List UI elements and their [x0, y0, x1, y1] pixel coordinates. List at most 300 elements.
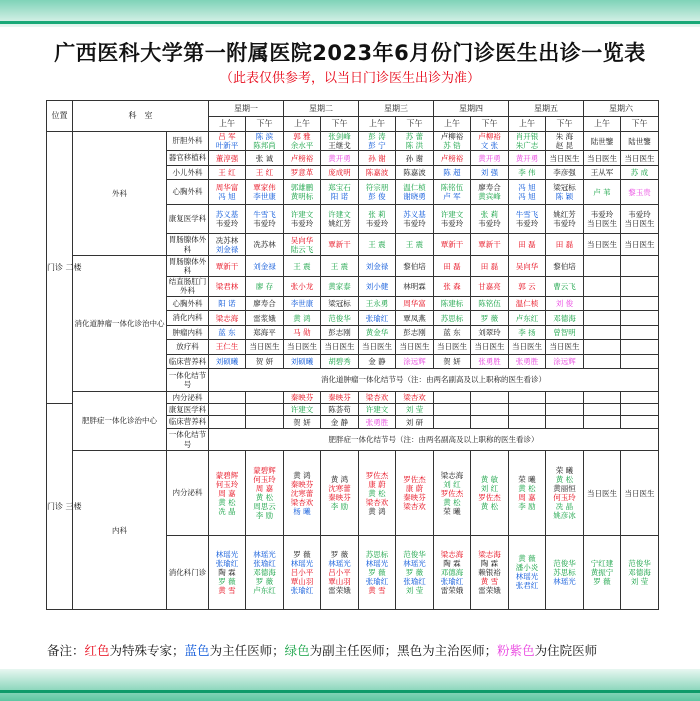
schedule-cell: [284, 451, 321, 535]
doctor-name: 朱 海: [555, 132, 574, 142]
doctor-name: 林瑶光: [553, 576, 576, 586]
doctor-name: 许建文: [290, 209, 314, 219]
schedule-cell: [321, 535, 359, 609]
doctor-name: 陈铭伍: [478, 299, 501, 309]
doctor-name: 梁君林: [215, 281, 239, 291]
schedule-cell: [246, 325, 284, 339]
schedule-cell: [621, 416, 659, 428]
doctor-name: 黄 松: [218, 497, 236, 507]
schedule-cell: [359, 354, 396, 368]
doctor-name: 金 静: [330, 417, 349, 427]
doctor-name: 王继戈: [328, 141, 351, 151]
schedule-cell: [546, 391, 584, 403]
section-label: 心胸外科: [167, 180, 209, 205]
schedule-cell: [321, 391, 359, 403]
schedule-cell: [321, 354, 359, 368]
doctor-name: 黎伯培: [553, 261, 576, 271]
doctor-name: 王 震: [293, 261, 311, 271]
doctor-name: 陈 颖: [555, 192, 574, 202]
doctor-name: 苏 成: [630, 168, 649, 178]
doctor-name: 黄 雪: [368, 585, 386, 595]
doctor-name: 郭 云: [518, 281, 536, 291]
schedule-cell: [509, 354, 546, 368]
doctor-name: 林瑶光: [515, 572, 539, 582]
doctor-name: 叶新平: [215, 141, 239, 151]
doctor-name: 贺 妍: [443, 356, 461, 366]
schedule-cell: [621, 276, 659, 296]
weekday-header: 星期三: [359, 101, 434, 117]
doctor-name: 韦爱玲: [365, 218, 389, 228]
doctor-name: 张瑜红: [440, 576, 464, 586]
doctor-name: 覃新干: [215, 261, 239, 271]
doctor-name: 张剑峰: [328, 132, 351, 142]
doctor-name: 当日医生: [474, 342, 505, 352]
schedule-cell: [471, 354, 509, 368]
doctor-name: 张君红: [515, 581, 539, 591]
doctor-name: 涂远辉: [553, 356, 576, 366]
doctor-name: 黄 松: [518, 484, 536, 494]
doctor-name: 宁红建: [590, 558, 614, 568]
group-internal: 内科: [73, 451, 167, 610]
doctor-name: 罗 薇: [293, 549, 311, 559]
doctor-name: 庞成明: [328, 168, 351, 178]
schedule-cell: [209, 325, 246, 339]
doctor-name: 覃山羽: [328, 576, 351, 586]
doctor-name: 梁志海: [440, 470, 464, 480]
doctor-name: 潘小炎: [515, 563, 539, 573]
schedule-cell: [209, 354, 246, 368]
schedule-cell: [584, 151, 621, 165]
doctor-name: 梁杏欢: [365, 392, 389, 402]
doctor-name: 彭志刚: [328, 328, 351, 338]
doctor-name: 当日医生: [624, 153, 655, 163]
doctor-name: 覃山羽: [290, 576, 314, 586]
doctor-name: 李世康: [253, 192, 276, 202]
am-header: 上午: [209, 117, 246, 131]
schedule-cell: [434, 276, 471, 296]
doctor-name: 温仁桢: [403, 183, 426, 193]
legend-description: 为副主任医师；: [309, 643, 398, 658]
doctor-name: 冯 旭: [518, 183, 536, 193]
doctor-name: 康 蔚: [368, 479, 386, 489]
doctor-name: 林瑶光: [328, 558, 351, 568]
group-obesity-center: 肥胖症一体化诊治中心: [73, 391, 167, 451]
doctor-name: 王 震: [330, 261, 349, 271]
doctor-name: 雷荣娥: [440, 585, 464, 595]
doctor-name: 覃新干: [478, 240, 501, 250]
doctor-name: 董淳强: [215, 153, 239, 163]
schedule-cell: [584, 311, 621, 325]
schedule-cell: [546, 325, 584, 339]
schedule-cell: [621, 325, 659, 339]
schedule-cell: [246, 256, 284, 276]
doctor-name: 雷浆娥: [253, 313, 276, 323]
doctor-name: 涂远辉: [403, 356, 426, 366]
schedule-cell: [546, 131, 584, 151]
schedule-cell: [359, 204, 396, 233]
doctor-name: 刘 莹: [405, 585, 424, 595]
schedule-cell: [546, 256, 584, 276]
doctor-name: 黎伯培: [403, 261, 426, 271]
doctor-name: 黄 松: [368, 488, 386, 498]
schedule-cell: [471, 165, 509, 179]
doctor-name: 杨 曦: [293, 506, 311, 516]
am-header: 上午: [584, 117, 621, 131]
doctor-name: 冼苏林: [253, 240, 276, 250]
doctor-name: 张 莉: [480, 209, 499, 219]
doctor-name: 罗佐杰: [365, 470, 389, 480]
schedule-cell: [359, 165, 396, 179]
doctor-name: 沈寒蕾: [328, 484, 351, 494]
doctor-name: 当日医生: [587, 488, 617, 498]
area-floor3: 门诊 三楼: [47, 404, 73, 610]
doctor-name: 王永勇: [365, 299, 389, 309]
doctor-name: 张瑜红: [290, 585, 314, 595]
doctor-name: 黄宾峰: [478, 192, 501, 202]
schedule-cell: [509, 297, 546, 311]
schedule-cell: [359, 416, 396, 428]
doctor-name: 刘金禄: [253, 261, 276, 271]
schedule-cell: [396, 311, 434, 325]
doctor-name: 张 森: [443, 281, 461, 291]
schedule-cell: [584, 404, 621, 416]
schedule-cell: [321, 404, 359, 416]
doctor-name: 彭志刚: [403, 328, 426, 338]
doctor-name: 卢榜裕: [290, 153, 314, 163]
doctor-name: 文 张: [480, 141, 499, 151]
doctor-name: 王仁生: [215, 342, 239, 352]
doctor-name: 蒙碧辉: [215, 470, 239, 480]
doctor-name: 蓝 东: [443, 328, 461, 338]
schedule-cell: [471, 256, 509, 276]
schedule-cell: [621, 311, 659, 325]
doctor-name: 刘 红: [480, 484, 499, 494]
schedule-cell: [509, 451, 546, 535]
schedule-cell: [621, 151, 659, 165]
doctor-name: 韦爱玲: [590, 209, 614, 219]
schedule-cell: [284, 535, 321, 609]
schedule-cell: [284, 276, 321, 296]
doctor-name: 李世康: [290, 299, 314, 309]
doctor-name: 卢东红: [515, 313, 539, 323]
group-surgery: 外科: [73, 131, 167, 256]
doctor-name: 韦爱玲: [403, 218, 426, 228]
doctor-name: 符宗朋: [365, 183, 389, 193]
doctor-name: 荣 曦: [443, 506, 461, 516]
schedule-cell: [209, 180, 246, 205]
schedule-cell: [584, 180, 621, 205]
schedule-cell: [246, 340, 284, 354]
doctor-name: 黄明标: [290, 192, 314, 202]
schedule-cell: [434, 391, 471, 403]
doctor-name: 黄 雪: [480, 576, 499, 586]
doctor-name: 何玉玲: [253, 475, 276, 485]
schedule-cell: [396, 340, 434, 354]
schedule-cell: [359, 131, 396, 151]
schedule-cell: [359, 325, 396, 339]
schedule-cell: [396, 180, 434, 205]
doctor-name: 黄 松: [480, 502, 499, 512]
schedule-cell: [471, 404, 509, 416]
doctor-name: 吕 军: [218, 132, 236, 142]
doctor-name: 卢柳裕: [440, 132, 464, 142]
doctor-name: 张勇胜: [515, 356, 539, 366]
schedule-cell: [209, 297, 246, 311]
schedule-cell: [546, 354, 584, 368]
doctor-name: 冯 旭: [218, 192, 236, 202]
schedule-cell: [359, 340, 396, 354]
schedule-cell: [284, 404, 321, 416]
doctor-name: 韦爱玲: [478, 218, 501, 228]
doctor-name: 苏义基: [403, 209, 426, 219]
schedule-cell: [246, 180, 284, 205]
doctor-name: 冯 旭: [518, 192, 536, 202]
schedule-cell: [321, 325, 359, 339]
doctor-name: 赖银裕: [478, 567, 501, 577]
doctor-name: 张 诚: [255, 153, 274, 163]
doctor-name: 罗 薇: [480, 313, 499, 323]
schedule-cell: [359, 276, 396, 296]
schedule-cell: [471, 311, 509, 325]
doctor-name: 许建文: [290, 405, 314, 415]
doctor-name: 范俊华: [628, 558, 651, 568]
doctor-name: 当日医生: [624, 218, 655, 228]
schedule-cell: [284, 165, 321, 179]
doctor-name: 廖寿合: [253, 299, 276, 309]
doctor-name: 周华富: [403, 299, 426, 309]
schedule-cell: [209, 256, 246, 276]
schedule-cell: [321, 297, 359, 311]
doctor-name: 秦映芬: [403, 493, 426, 503]
doctor-name: 孙 谢: [405, 153, 424, 163]
doctor-name: 阳 诺: [218, 299, 236, 309]
doctor-name: 王 震: [405, 240, 424, 250]
schedule-cell: [246, 416, 284, 428]
doctor-name: 朱广志: [515, 141, 539, 151]
doctor-name: 牛雪飞: [253, 209, 276, 219]
doctor-name: 田 磊: [480, 261, 499, 271]
doctor-name: 张小龙: [290, 281, 314, 291]
doctor-name: 罗 薇: [593, 576, 611, 586]
section-label: 一体化结节号: [167, 369, 209, 392]
schedule-cell: [434, 297, 471, 311]
doctor-name: 王从军: [590, 168, 614, 178]
schedule-cell: [546, 180, 584, 205]
schedule-cell: [359, 256, 396, 276]
doctor-name: 罗 薇: [218, 576, 236, 586]
schedule-cell: [546, 535, 584, 609]
doctor-name: 当日医生: [324, 342, 355, 352]
doctor-name: 李 励: [330, 502, 349, 512]
schedule-cell: [434, 451, 471, 535]
schedule-cell: [284, 354, 321, 368]
doctor-name: 郭 雅: [293, 132, 311, 142]
doctor-name: 秦映芬: [290, 479, 314, 489]
am-header: 上午: [359, 117, 396, 131]
doctor-name: 荣 曦: [555, 466, 574, 476]
schedule-cell: [396, 165, 434, 179]
doctor-name: 罗 薇: [368, 567, 386, 577]
schedule-cell: [509, 256, 546, 276]
doctor-name: 卢东红: [253, 585, 276, 595]
section-label: 消化内科: [167, 311, 209, 325]
doctor-name: 廖寿合: [478, 183, 501, 193]
schedule-cell: [471, 151, 509, 165]
doctor-name: 黄 松: [555, 475, 574, 485]
schedule-cell: [584, 340, 621, 354]
schedule-cell: [321, 340, 359, 354]
schedule-cell: [509, 340, 546, 354]
pm-header: 下午: [471, 117, 509, 131]
doctor-name: 陈建标: [440, 299, 464, 309]
doctor-name: 张勇胜: [478, 356, 501, 366]
schedule-cell: [321, 256, 359, 276]
schedule-cell: [434, 204, 471, 233]
schedule-cell: [621, 180, 659, 205]
schedule-cell: [359, 180, 396, 205]
doctor-name: 周思云: [253, 502, 276, 512]
schedule-cell: [321, 131, 359, 151]
doctor-name: 范俊华: [403, 549, 426, 559]
schedule-cell: [621, 297, 659, 311]
pm-header: 下午: [621, 117, 659, 131]
schedule-cell: [396, 297, 434, 311]
doctor-name: 秦映芬: [328, 493, 351, 503]
doctor-name: 当日医生: [549, 342, 580, 352]
doctor-name: 林瑶光: [215, 549, 239, 559]
schedule-cell: [621, 233, 659, 256]
doctor-name: 林明霖: [403, 281, 426, 291]
area-floor2: 门诊 二楼: [47, 131, 73, 403]
bottom-banner: [0, 669, 700, 701]
doctor-name: 金 静: [368, 356, 386, 366]
doctor-name: 梁志海: [440, 549, 464, 559]
am-header: 上午: [434, 117, 471, 131]
doctor-name: 李 励: [255, 511, 274, 521]
weekday-header: 星期二: [284, 101, 359, 117]
doctor-name: 黄 鸿: [330, 475, 349, 485]
schedule-cell: [359, 391, 396, 403]
legend-description: 为住院医师: [534, 643, 598, 658]
schedule-cell: [246, 151, 284, 165]
department-header: 科 室: [73, 101, 209, 132]
schedule-cell: [284, 204, 321, 233]
schedule-cell: [246, 233, 284, 256]
doctor-name: 覃家伟: [253, 183, 276, 193]
schedule-cell: [546, 276, 584, 296]
doctor-name: 彭 俊: [368, 192, 386, 202]
section-label: 肝胆外科: [167, 131, 209, 151]
schedule-cell: [546, 297, 584, 311]
section-label: 康复医学科: [167, 204, 209, 233]
doctor-name: 梁志海: [215, 313, 239, 323]
schedule-cell: [321, 151, 359, 165]
doctor-name: 蓝 东: [218, 328, 236, 338]
schedule-cell: [284, 311, 321, 325]
schedule-cell: [396, 416, 434, 428]
doctor-name: 张瑜红: [365, 313, 389, 323]
schedule-cell: [284, 340, 321, 354]
schedule-table: [46, 100, 659, 610]
doctor-name: 陈嘉波: [403, 168, 426, 178]
doctor-name: 贺 妍: [255, 356, 274, 366]
schedule-cell: [396, 404, 434, 416]
schedule-cell: [584, 297, 621, 311]
schedule-cell: [471, 325, 509, 339]
section-label: 临床营养科: [167, 416, 209, 428]
doctor-name: 王 红: [255, 168, 274, 178]
schedule-cell: [471, 233, 509, 256]
schedule-cell: [359, 311, 396, 325]
schedule-cell: [246, 297, 284, 311]
doctor-name: 黄 雪: [218, 585, 236, 595]
doctor-name: 吕小平: [328, 567, 351, 577]
schedule-cell: [284, 180, 321, 205]
legend-description: 为主治医师；: [422, 643, 498, 658]
doctor-name: 温仁桢: [515, 299, 539, 309]
doctor-name: 陈 超: [443, 168, 461, 178]
doctor-name: 苏义基: [215, 209, 239, 219]
page-title: 广西医科大学第一附属医院2023年6月份门诊医生出诊一览表: [54, 41, 646, 65]
schedule-cell: [584, 535, 621, 609]
schedule-cell: [359, 404, 396, 416]
schedule-cell: [471, 297, 509, 311]
weekday-header: 星期一: [209, 101, 284, 117]
doctor-name: 韦爱玲: [440, 218, 464, 228]
schedule-cell: [546, 340, 584, 354]
doctor-name: 冼 晶: [218, 506, 236, 516]
doctor-name: 当日医生: [512, 342, 542, 352]
doctor-name: 何玉玲: [215, 479, 239, 489]
doctor-name: 黎玉贵: [628, 187, 651, 197]
schedule-cell: [509, 180, 546, 205]
doctor-name: 李 励: [518, 502, 536, 512]
legend-color-word: 黑色: [397, 643, 423, 658]
combined-clinic-note: 肥胖症一体化结节号（注：由两名副高及以上职称的医生看诊）: [209, 428, 659, 451]
schedule-cell: [396, 391, 434, 403]
schedule-cell: [359, 151, 396, 165]
doctor-name: 梁杏欢: [365, 497, 389, 507]
schedule-cell: [396, 354, 434, 368]
doctor-name: 陆世鑒: [590, 136, 614, 146]
schedule-cell: [209, 451, 246, 535]
schedule-cell: [509, 325, 546, 339]
doctor-name: 姚红芳: [553, 209, 576, 219]
doctor-name: 林瑶光: [365, 558, 389, 568]
doctor-name: 梁杏欢: [290, 497, 314, 507]
doctor-name: 当日医生: [437, 342, 467, 352]
schedule-cell: [621, 131, 659, 151]
schedule-cell: [584, 416, 621, 428]
schedule-cell: [621, 340, 659, 354]
doctor-name: 陈嘉波: [365, 168, 389, 178]
schedule-cell: [209, 535, 246, 609]
doctor-name: 陶 霖: [443, 558, 461, 568]
doctor-name: 李彦强: [553, 168, 576, 178]
schedule-cell: [471, 180, 509, 205]
schedule-cell: [471, 451, 509, 535]
doctor-name: 黄开勇: [515, 153, 539, 163]
pm-header: 下午: [321, 117, 359, 131]
doctor-name: 冼 晶: [555, 502, 574, 512]
schedule-cell: [209, 416, 246, 428]
schedule-cell: [471, 204, 509, 233]
schedule-cell: [471, 391, 509, 403]
doctor-name: 卢柳裕: [478, 132, 501, 142]
doctor-name: 当日医生: [249, 342, 280, 352]
group-digestive-center: 消化道肿瘤一体化诊治中心: [73, 256, 167, 391]
schedule-cell: [284, 131, 321, 151]
